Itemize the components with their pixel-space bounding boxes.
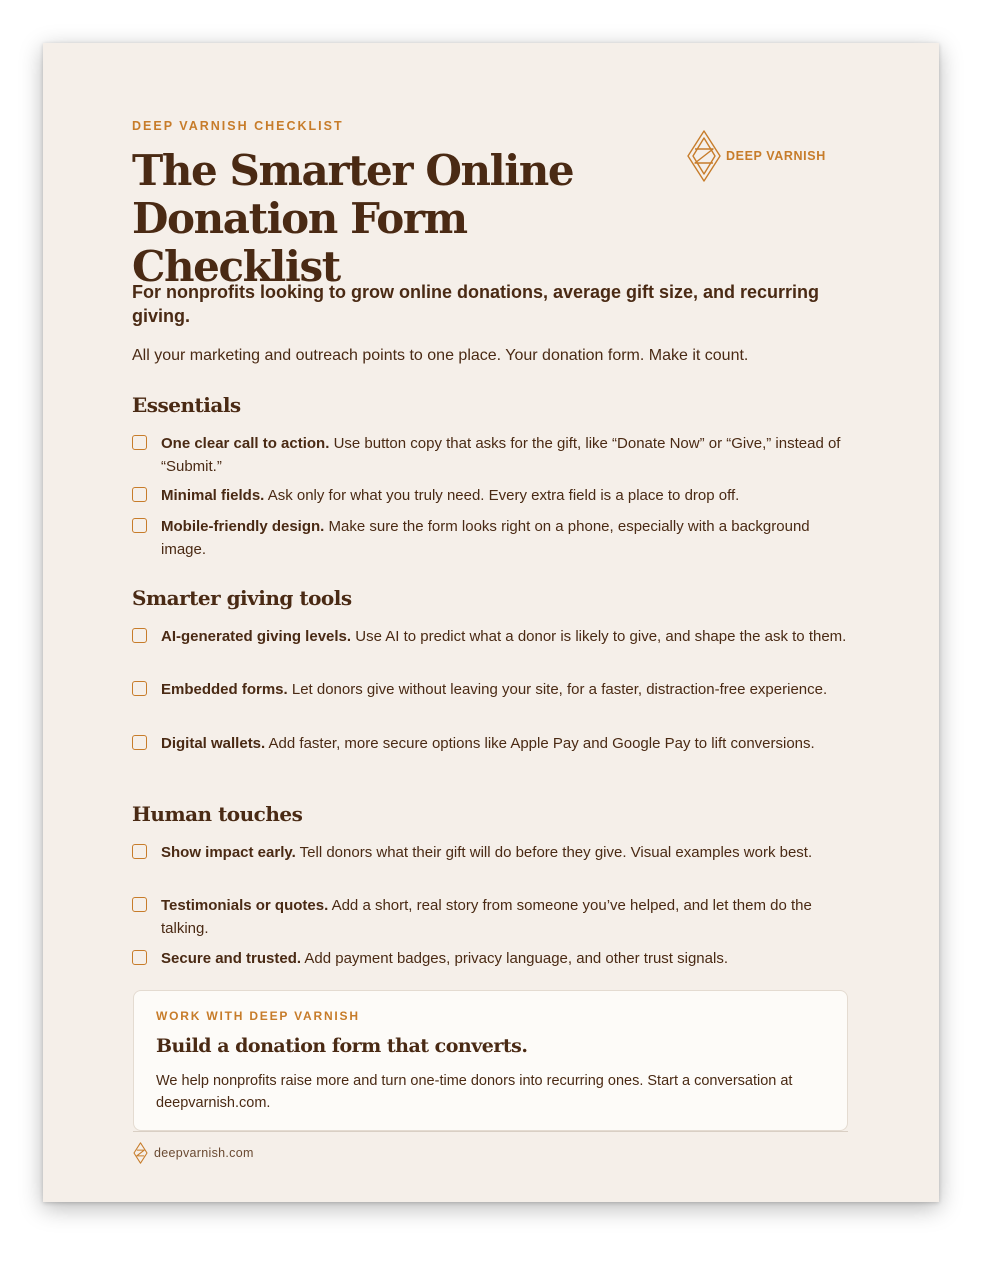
item-body: Make sure the form looks right on a phone, especially with a background image. <box>161 518 810 558</box>
section-title-human-touches: Human touches <box>132 802 303 826</box>
item-body: Add a short, real story from someone you’ve helped, and let them do the talking. <box>161 897 812 937</box>
title-line-2: Donation Form Checklist <box>132 194 467 291</box>
item-lead: Digital wallets. <box>161 735 266 752</box>
item-body: Let donors give without leaving your site, for a faster, distraction-free experience. <box>287 681 828 698</box>
checklist-item <box>132 626 852 649</box>
checklist-page <box>43 43 939 1202</box>
checklist-item-text <box>161 842 812 865</box>
cta-card <box>133 990 848 1131</box>
logo-wordmark: DEEP VARNISH <box>726 149 826 163</box>
item-body: Tell donors what their gift will do before they give. Visual examples work best. <box>295 844 813 861</box>
checkbox[interactable] <box>132 950 147 965</box>
item-lead: One clear call to action. <box>161 435 330 452</box>
checklist-item-text <box>161 733 815 756</box>
item-body: Use button copy that asks for the gift, like “Donate Now” or “Give,” instead of “Submit.” <box>161 435 841 475</box>
brand-logo <box>686 129 826 183</box>
item-lead: Testimonials or quotes. <box>161 897 329 914</box>
footer-url[interactable]: deepvarnish.com <box>154 1146 254 1160</box>
checkbox[interactable] <box>132 487 147 502</box>
checklist-item-text <box>161 516 852 561</box>
item-lead: Mobile-friendly design. <box>161 518 325 535</box>
cta-body: We help nonprofits raise more and turn one-time donors into recurring ones. Start a conversation at deepvarnish.com. <box>156 1073 793 1111</box>
item-lead: Show impact early. <box>161 844 296 861</box>
checklist-item <box>132 516 852 561</box>
footer-divider <box>133 1131 848 1132</box>
checkbox[interactable] <box>132 681 147 696</box>
item-body: Add payment badges, privacy language, and other trust signals. <box>301 950 728 967</box>
checklist-item-text <box>161 485 739 508</box>
footer-logo-icon <box>133 1142 148 1164</box>
footer <box>133 1142 254 1164</box>
checklist-item <box>132 485 852 508</box>
checklist-item <box>132 895 852 940</box>
item-lead: Secure and trusted. <box>161 950 302 967</box>
cta-title: Build a donation form that converts. <box>156 1035 528 1057</box>
checklist-item <box>132 433 852 478</box>
item-body: Ask only for what you truly need. Every extra field is a place to drop off. <box>264 487 740 504</box>
item-body: Add faster, more secure options like Apple Pay and Google Pay to lift conversions. <box>265 735 815 752</box>
title-line-1: The Smarter Online <box>132 146 574 195</box>
checklist-item-text <box>161 433 852 478</box>
checklist-item-text <box>161 948 728 971</box>
section-title-essentials: Essentials <box>132 393 241 417</box>
item-body: Use AI to predict what a donor is likely to give, and shape the ask to them. <box>351 628 847 645</box>
section-title-smarter-giving-tools: Smarter giving tools <box>132 586 352 610</box>
checklist-item-text <box>161 679 827 702</box>
item-lead: Minimal fields. <box>161 487 265 504</box>
checkbox[interactable] <box>132 518 147 533</box>
checklist-item <box>132 842 852 865</box>
checkbox[interactable] <box>132 435 147 450</box>
checklist-item-text <box>161 626 846 649</box>
checkbox[interactable] <box>132 628 147 643</box>
cta-eyebrow: WORK WITH DEEP VARNISH <box>156 1009 360 1023</box>
item-lead: Embedded forms. <box>161 681 288 698</box>
checkbox[interactable] <box>132 735 147 750</box>
deep-varnish-diamond-icon <box>686 129 722 183</box>
checkbox[interactable] <box>132 844 147 859</box>
checklist-item <box>132 679 852 702</box>
checkbox[interactable] <box>132 897 147 912</box>
eyebrow-label: DEEP VARNISH CHECKLIST <box>132 119 344 133</box>
checklist-item-text <box>161 895 852 940</box>
checklist-item <box>132 948 852 971</box>
page-title <box>132 147 652 291</box>
lead-paragraph: For nonprofits looking to grow online donations, average gift size, and recurring giving. <box>132 282 820 326</box>
checklist-item <box>132 733 852 756</box>
item-lead: AI-generated giving levels. <box>161 628 352 645</box>
intro-paragraph: All your marketing and outreach points to one place. Your donation form. Make it count. <box>132 347 749 364</box>
